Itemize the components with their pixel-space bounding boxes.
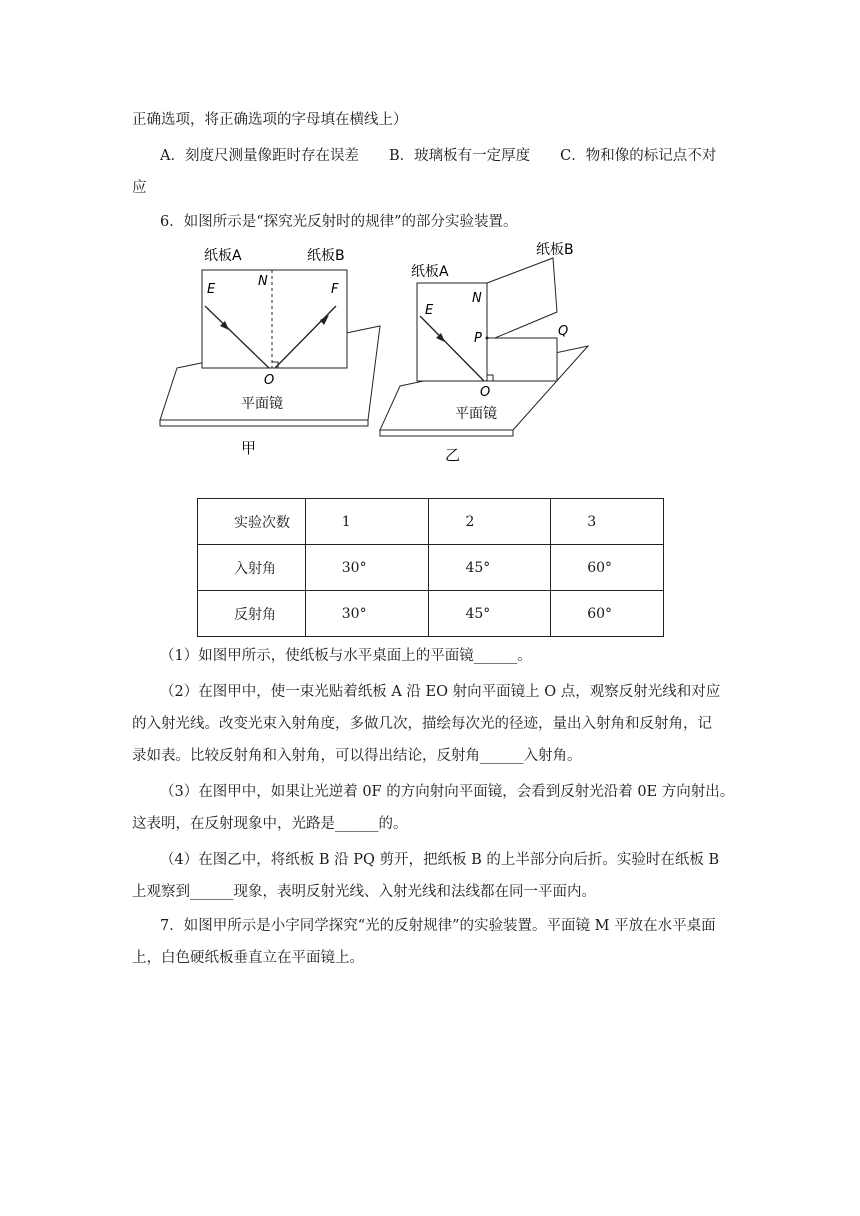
q6-part-2-line-1: （2）在图甲中，使一束光贴着纸板 A 沿 EO 射向平面镜上 O 点，观察反射光线和对应 <box>160 684 721 700</box>
question-7-line-1: 7．如图甲所示是小宇同学探究“光的反射规律”的实验装置。平面镜 M 平放在水平桌面 <box>160 918 716 934</box>
table-cell: 入射角 <box>198 545 306 591</box>
mirror-edge-yi <box>380 430 513 436</box>
table-cell: 45° <box>429 545 551 591</box>
q6-part-1: （1）如图甲所示，使纸板与水平桌面上的平面镜______。 <box>160 648 532 664</box>
label-board-b-yi: 纸板B <box>536 242 574 258</box>
label-n-yi: N <box>472 291 482 306</box>
q6-part-4-line-2: 上观察到______现象，表明反射光线、入射光线和法线都在同一平面内。 <box>132 884 596 900</box>
label-e-jia: E <box>207 282 216 297</box>
figure-jia <box>160 247 380 457</box>
option-c: C．物和像的标记点不对 <box>560 148 717 164</box>
q5-options-row <box>160 146 716 166</box>
label-mirror-yi: 平面镜 <box>455 406 497 422</box>
experiment-table <box>197 498 664 637</box>
caption-jia: 甲 <box>241 439 257 457</box>
label-o-jia: O <box>264 373 275 388</box>
question-7-line-2: 上，白色硬纸板垂直立在平面镜上。 <box>132 950 364 966</box>
table-cell: 3 <box>551 499 664 545</box>
table-cell: 60° <box>551 591 664 637</box>
label-board-a-yi: 纸板A <box>411 264 449 280</box>
label-mirror-jia: 平面镜 <box>241 396 283 412</box>
table-cell: 30° <box>305 591 429 637</box>
option-b: B．玻璃板有一定厚度 <box>388 148 531 164</box>
caption-yi: 乙 <box>445 446 461 464</box>
label-p-yi: P <box>474 331 482 346</box>
label-q-yi: Q <box>558 324 569 339</box>
table-row <box>198 545 664 591</box>
label-e-yi: E <box>425 303 434 318</box>
label-n-jia: N <box>258 274 268 289</box>
q6-part-3-line-2: 这表明，在反射现象中，光路是______的。 <box>132 816 408 832</box>
label-o-yi: O <box>480 385 491 400</box>
label-board-b-jia: 纸板B <box>307 248 345 264</box>
q6-part-2-line-3: 录如表。比较反射角和入射角，可以得出结论，反射角______入射角。 <box>132 748 582 764</box>
label-f-jia: F <box>331 282 339 297</box>
table-cell: 60° <box>551 545 664 591</box>
point-p <box>486 337 489 340</box>
option-a: A．刻度尺测量像距时存在误差 <box>160 148 359 164</box>
table-cell: 反射角 <box>198 591 306 637</box>
experiment-figure <box>155 238 595 468</box>
board-b-lower-yi <box>487 338 557 381</box>
table-row <box>198 591 664 637</box>
q6-part-4-line-1: （4）在图乙中，将纸板 B 沿 PQ 剪开，把纸板 B 的上半部分向后折。实验时在纸板 B <box>160 852 720 868</box>
figure-yi <box>380 241 588 464</box>
table-row <box>198 499 664 545</box>
board-b-upper-folded <box>487 258 557 338</box>
table-cell: 1 <box>305 499 429 545</box>
table-cell: 实验次数 <box>198 499 306 545</box>
label-board-a-jia: 纸板A <box>204 248 242 264</box>
mirror-edge-jia <box>160 420 368 426</box>
q6-part-2-line-2: 的入射光线。改变光束入射角度，多做几次，描绘每次光的径迹，量出入射角和反射角，记 <box>132 716 712 732</box>
q6-part-3-line-1: （3）在图甲中，如果让光逆着 0F 的方向射向平面镜，会看到反射光沿着 0E 方向射出。 <box>160 784 735 800</box>
question-6-stem: 6．如图所示是“探究光反射时的规律”的部分实验装置。 <box>160 214 518 230</box>
table-cell: 45° <box>429 591 551 637</box>
table-cell: 2 <box>429 499 551 545</box>
table-cell: 30° <box>305 545 429 591</box>
intro-tail: 正确选项，将正确选项的字母填在横线上） <box>132 112 408 128</box>
option-c-wrap: 应 <box>132 180 147 196</box>
